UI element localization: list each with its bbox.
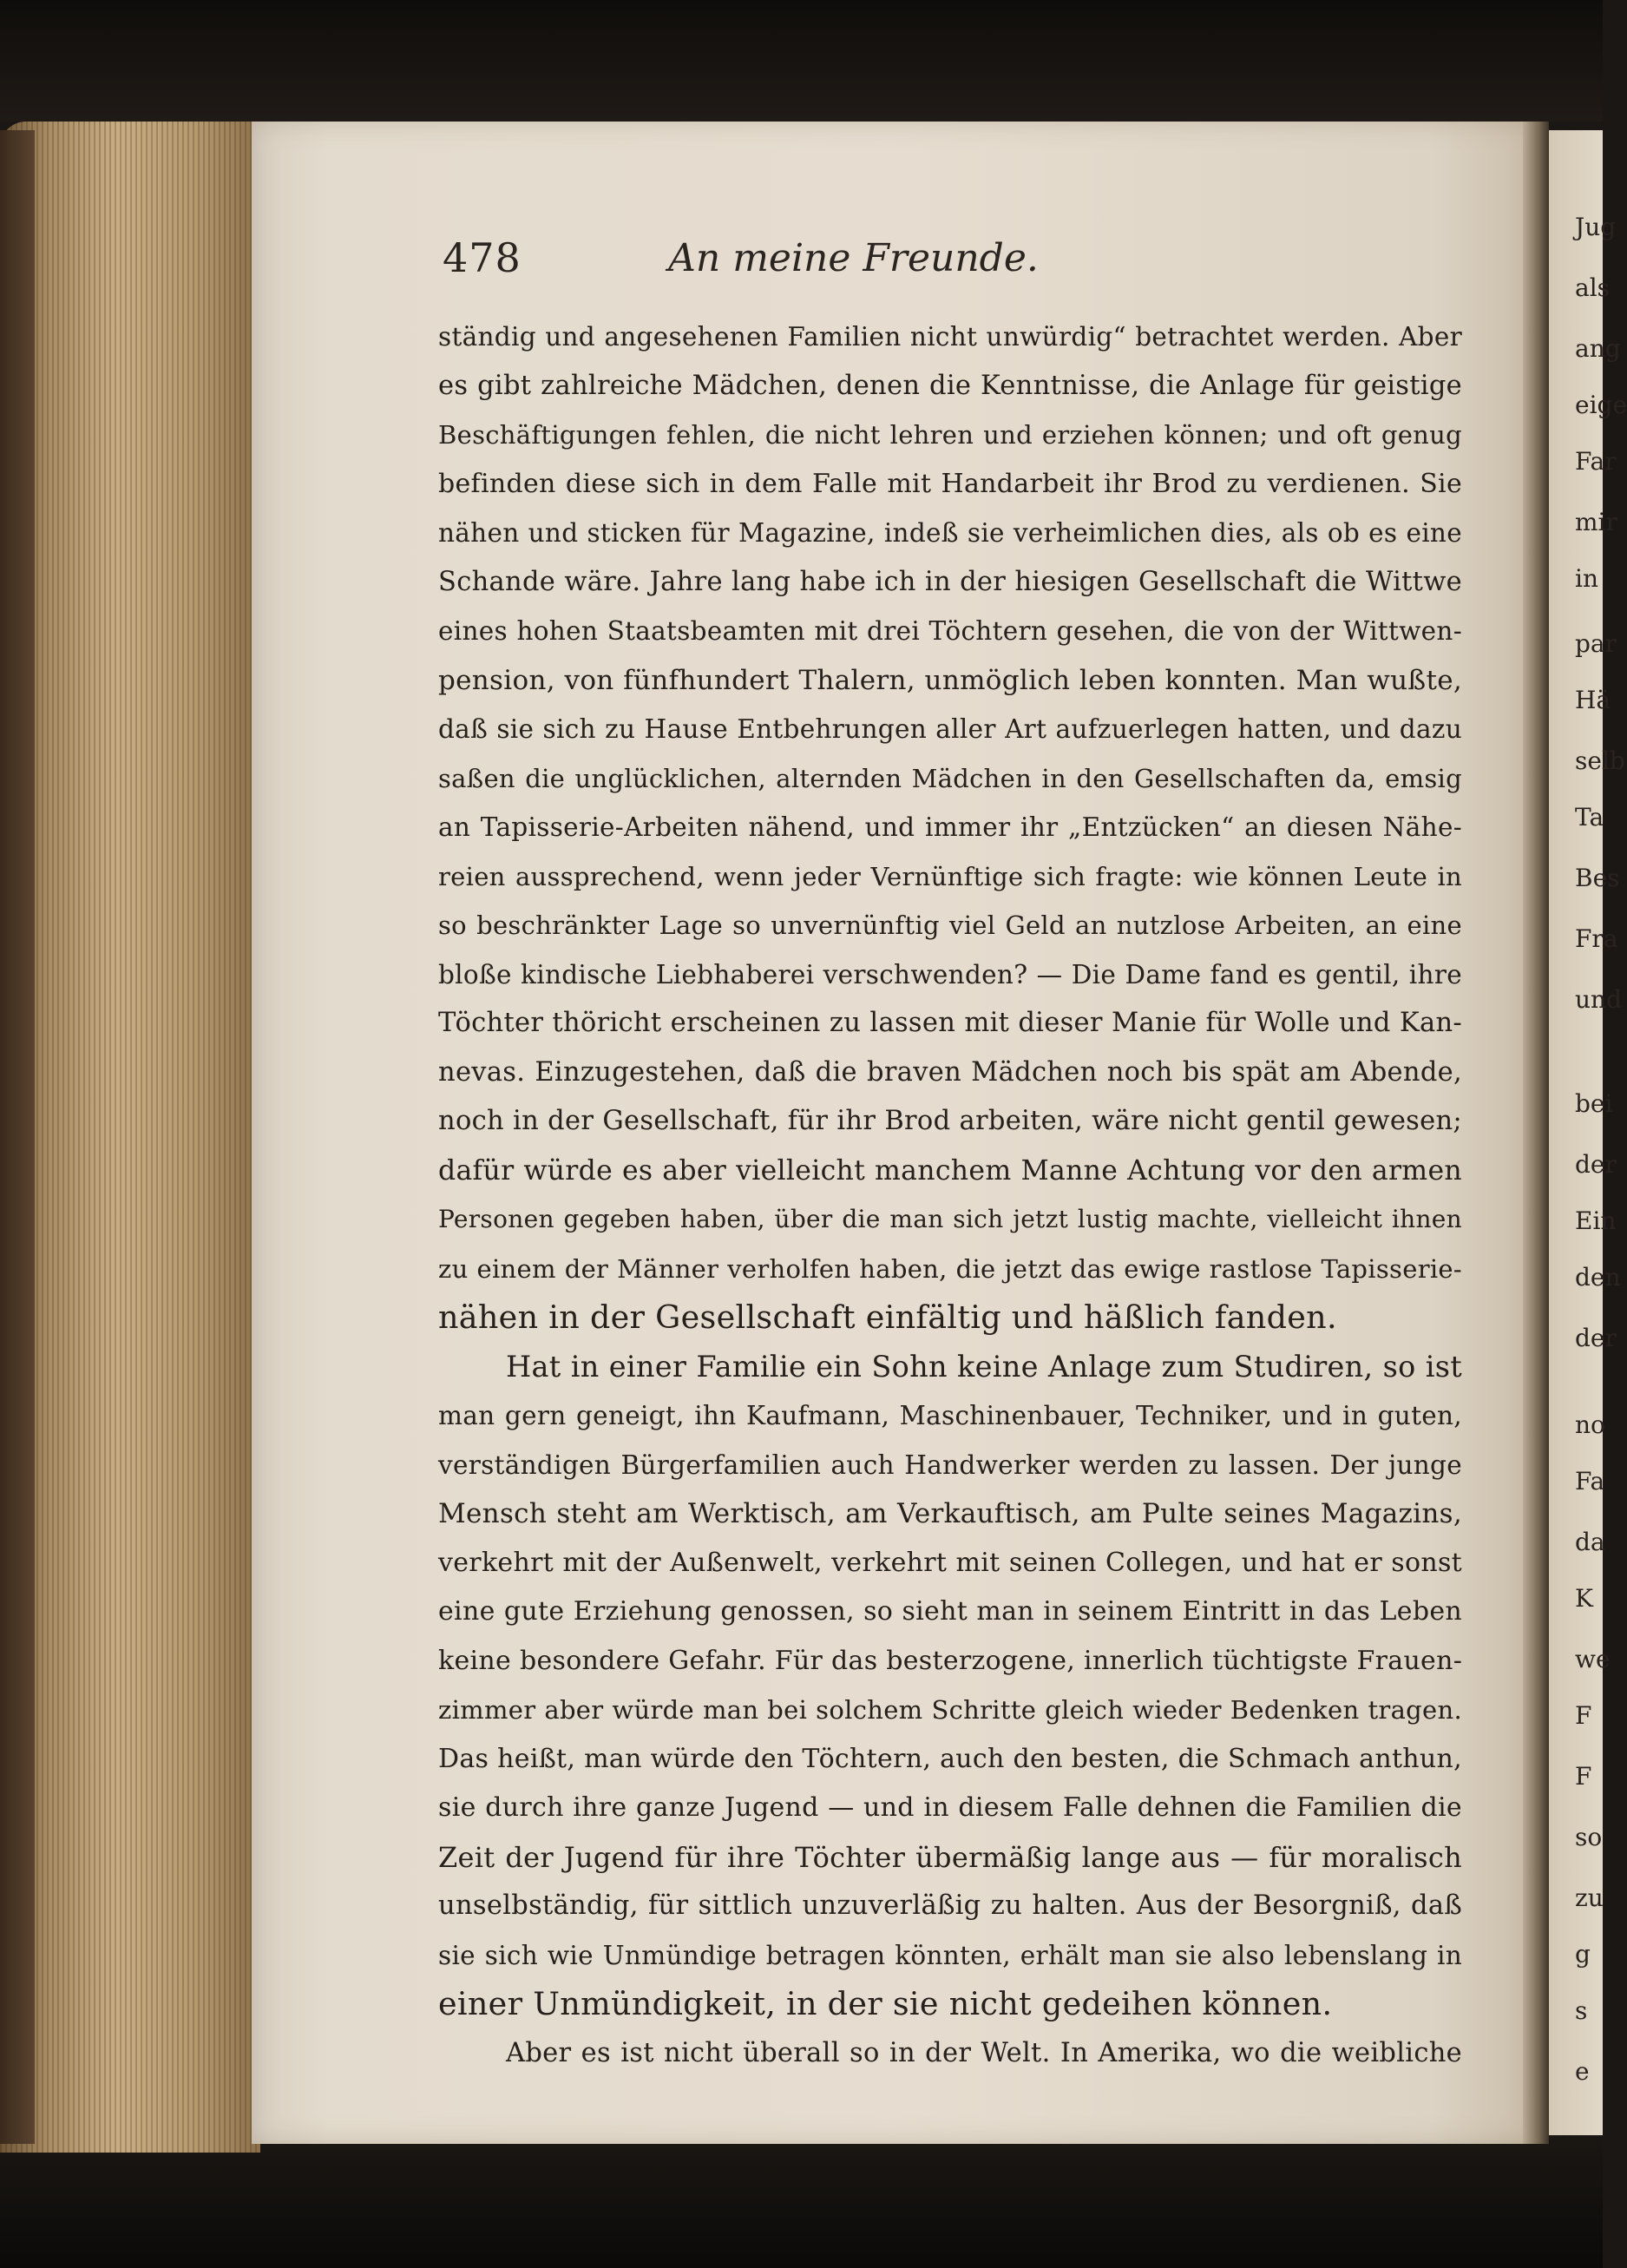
body-text — [438, 312, 1462, 2078]
text-line: Beschäftigungen fehlen, die nicht lehren und erziehen können; und oft genug — [438, 420, 1462, 450]
facing-page-fragment: bei — [1575, 1089, 1613, 1118]
text-line: noch in der Gesellschaft, für ihr Brod arbeiten, wäre nicht gentil gewesen; — [438, 1106, 1462, 1136]
text-line: so beschränkter Lage so unvernünftig viel Geld an nutzlose Arbeiten, an eine — [438, 910, 1462, 940]
facing-page-fragment: F — [1575, 1701, 1592, 1730]
facing-page-fragment: zu — [1575, 1883, 1604, 1912]
facing-page-fragment: der — [1575, 1150, 1617, 1179]
book-gutter — [1523, 122, 1549, 2144]
text-line: man gern geneigt, ihn Kaufmann, Maschinenbauer, Techniker, und in guten, — [438, 1401, 1462, 1430]
text-line: Das heißt, man würde den Töchtern, auch den besten, die Schmach anthun, — [438, 1743, 1462, 1774]
text-line: verständigen Bürgerfamilien auch Handwerker werden zu lassen. Der junge — [438, 1450, 1462, 1480]
text-line: Zeit der Jugend für ihre Töchter übermäßig lange aus — für moralisch — [438, 1840, 1462, 1874]
text-line: verkehrt mit der Außenwelt, verkehrt mit seinen Collegen, und hat er sonst — [438, 1547, 1462, 1578]
facing-page-fragment: Fra — [1575, 924, 1618, 953]
facing-page-fragment: und — [1575, 985, 1622, 1014]
facing-page-fragment: den — [1575, 1263, 1621, 1292]
facing-page-fragment: Ta — [1575, 803, 1604, 832]
text-line: keine besondere Gefahr. Für das besterzogene, innerlich tüchtigste Frauen- — [438, 1645, 1463, 1676]
facing-page-fragment: Far — [1575, 447, 1617, 476]
text-line: an Tapisserie-Arbeiten nähend, und immer ihr „Entzücken“ an diesen Nähe- — [438, 812, 1462, 842]
facing-page-fragment: der — [1575, 1324, 1617, 1352]
text-line: ständig und angesehenen Familien nicht unwürdig“ betrachtet werden. Aber — [438, 322, 1462, 352]
text-line: pension, von fünfhundert Thalern, unmöglich leben konnten. Man wußte, — [438, 664, 1462, 696]
facing-page-fragment: Ein — [1575, 1206, 1617, 1235]
text-line: Personen gegeben haben, über die man sich jetzt lustig machte, vielleicht ihnen — [438, 1205, 1462, 1233]
text-line: es gibt zahlreiche Mädchen, denen die Kenntnisse, die Anlage für geistige — [438, 370, 1462, 401]
text-line: sie sich wie Unmündige betragen könnten, erhält man sie also lebenslang in — [438, 1940, 1462, 1970]
facing-page-fragment: no — [1575, 1410, 1605, 1439]
facing-page-fragment: selb — [1575, 746, 1625, 775]
facing-page-fragment: s — [1575, 1996, 1588, 2025]
text-line: saßen die unglücklichen, alternden Mädchen in den Gesellschaften da, emsig — [438, 763, 1462, 793]
text-line: reien aussprechend, wenn jeder Vernünftige sich fragte: wie können Leute in — [438, 861, 1462, 891]
text-line: Schande wäre. Jahre lang habe ich in der hiesigen Gesellschaft die Wittwe — [438, 566, 1462, 597]
text-line: Töchter thöricht erscheinen zu lassen mit dieser Manie für Wolle und Kan- — [438, 1008, 1462, 1038]
text-line: nähen und sticken für Magazine, indeß sie verheimlichen dies, als ob es eine — [438, 518, 1462, 548]
facing-page-fragment: als — [1575, 273, 1611, 302]
text-line: Aber es ist nicht überall so in der Welt. In Amerika, wo die weibliche — [506, 2037, 1462, 2068]
text-line: sie durch ihre ganze Jugend — und in diesem Falle dehnen die Familien die — [438, 1792, 1462, 1823]
running-title: An meine Freunde. — [668, 236, 1039, 280]
facing-page-fragment: Hä — [1575, 686, 1611, 714]
text-line: nevas. Einzugestehen, daß die braven Mädchen noch bis spät am Abende, — [438, 1056, 1462, 1088]
text-line: dafür würde es aber vielleicht manchem Manne Achtung vor den armen — [438, 1154, 1462, 1187]
text-line: eine gute Erziehung genossen, so sieht man in seinem Eintritt in das Leben — [438, 1596, 1462, 1627]
facing-page-fragment: Jug — [1575, 213, 1617, 241]
text-line: daß sie sich zu Hause Entbehrungen aller Art aufzuerlegen hatten, und dazu — [438, 714, 1462, 744]
facing-page-fragment: e — [1575, 2057, 1590, 2086]
facing-page — [1549, 130, 1627, 2135]
text-line: eines hohen Staatsbeamten mit drei Töchtern gesehen, die von der Wittwen- — [438, 616, 1462, 646]
page-number: 478 — [443, 234, 522, 281]
text-line: nähen in der Gesellschaft einfältig und häßlich fanden. — [438, 1298, 1337, 1336]
text-line: befinden diese sich in dem Falle mit Handarbeit ihr Brod zu verdienen. Sie — [438, 468, 1462, 499]
facing-page-fragment: Fa — [1575, 1467, 1605, 1496]
text-line: zu einem der Männer verholfen haben, die jetzt das ewige rastlose Tapisserie- — [438, 1253, 1462, 1284]
text-line: unselbständig, für sittlich unzuverläßig zu halten. Aus der Besorgniß, daß — [438, 1890, 1462, 1921]
text-line: Mensch steht am Werktisch, am Verkauftisch, am Pulte seines Magazins, — [438, 1498, 1462, 1529]
facing-page-fragment: da — [1575, 1528, 1605, 1556]
facing-page-fragment: g — [1575, 1940, 1591, 1969]
facing-page-fragment: par — [1575, 629, 1617, 658]
facing-page-fragment: mir — [1575, 508, 1617, 536]
facing-page-fragment: K — [1575, 1584, 1593, 1613]
text-line: Hat in einer Familie ein Sohn keine Anlage zum Studiren, so ist — [506, 1349, 1462, 1384]
facing-page-fragment: in — [1575, 564, 1598, 593]
background-top — [0, 0, 1603, 122]
facing-page-fragment: ang — [1575, 334, 1621, 363]
book-cover-edge — [0, 130, 35, 2144]
facing-page-fragment: F — [1575, 1762, 1592, 1791]
text-line: bloße kindische Liebhaberei verschwenden? — Die Dame fand es gentil, ihre — [438, 959, 1462, 989]
facing-page-fragment: eige — [1575, 391, 1627, 419]
book-page-edges — [0, 122, 260, 2153]
text-line: einer Unmündigkeit, in der sie nicht gedeihen können. — [438, 1985, 1333, 2022]
facing-page-fragment: so — [1575, 1823, 1603, 1851]
facing-page-fragment: we — [1575, 1645, 1611, 1673]
facing-page-fragment: Bes — [1575, 864, 1620, 892]
background-bottom — [0, 2135, 1603, 2268]
text-line: zimmer aber würde man bei solchem Schritte gleich wieder Bedenken tragen. — [438, 1695, 1462, 1725]
